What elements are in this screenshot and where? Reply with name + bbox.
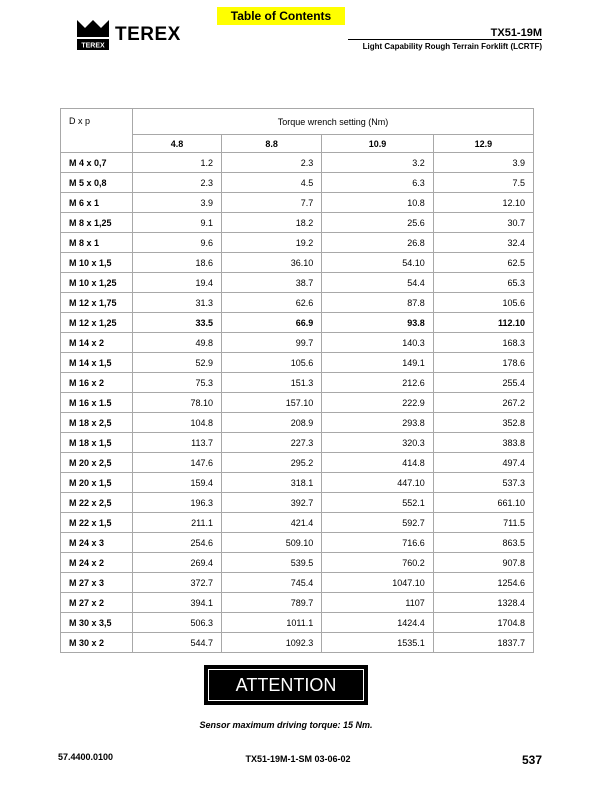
bolt-size-cell: M 22 x 1,5 bbox=[61, 513, 133, 533]
torque-value-cell: 1092.3 bbox=[221, 633, 321, 653]
torque-value-cell: 3.2 bbox=[322, 153, 434, 173]
torque-table-body bbox=[61, 153, 534, 653]
bolt-size-cell: M 24 x 3 bbox=[61, 533, 133, 553]
logo-badge-text: TEREX bbox=[81, 42, 105, 50]
torque-value-cell: 661.10 bbox=[433, 493, 533, 513]
torque-value-cell: 269.4 bbox=[133, 553, 222, 573]
bolt-size-cell: M 24 x 2 bbox=[61, 553, 133, 573]
torque-value-cell: 33.5 bbox=[133, 313, 222, 333]
grade-header: 12.9 bbox=[433, 135, 533, 153]
torque-value-cell: 372.7 bbox=[133, 573, 222, 593]
torque-value-cell: 1.2 bbox=[133, 153, 222, 173]
col-header-torque: Torque wrench setting (Nm) bbox=[133, 109, 534, 135]
table-row bbox=[61, 513, 534, 533]
bolt-size-cell: M 20 x 2,5 bbox=[61, 453, 133, 473]
bolt-size-cell: M 10 x 1,25 bbox=[61, 273, 133, 293]
table-row bbox=[61, 213, 534, 233]
bolt-size-cell: M 27 x 2 bbox=[61, 593, 133, 613]
table-row bbox=[61, 373, 534, 393]
bolt-size-cell: M 4 x 0,7 bbox=[61, 153, 133, 173]
table-row bbox=[61, 353, 534, 373]
torque-value-cell: 509.10 bbox=[221, 533, 321, 553]
torque-value-cell: 497.4 bbox=[433, 453, 533, 473]
table-row bbox=[61, 233, 534, 253]
torque-value-cell: 99.7 bbox=[221, 333, 321, 353]
bolt-size-cell: M 18 x 1,5 bbox=[61, 433, 133, 453]
torque-value-cell: 75.3 bbox=[133, 373, 222, 393]
torque-value-cell: 3.9 bbox=[433, 153, 533, 173]
torque-value-cell: 907.8 bbox=[433, 553, 533, 573]
torque-value-cell: 760.2 bbox=[322, 553, 434, 573]
bolt-size-cell: M 14 x 1,5 bbox=[61, 353, 133, 373]
torque-value-cell: 6.3 bbox=[322, 173, 434, 193]
table-of-contents-button[interactable]: Table of Contents bbox=[217, 7, 345, 25]
torque-value-cell: 87.8 bbox=[322, 293, 434, 313]
torque-value-cell: 414.8 bbox=[322, 453, 434, 473]
torque-value-cell: 10.8 bbox=[322, 193, 434, 213]
brand-name: TEREX bbox=[115, 24, 181, 45]
bolt-size-cell: M 16 x 2 bbox=[61, 373, 133, 393]
torque-value-cell: 18.6 bbox=[133, 253, 222, 273]
torque-value-cell: 211.1 bbox=[133, 513, 222, 533]
torque-value-cell: 352.8 bbox=[433, 413, 533, 433]
torque-value-cell: 392.7 bbox=[221, 493, 321, 513]
torque-value-cell: 1011.1 bbox=[221, 613, 321, 633]
torque-value-cell: 552.1 bbox=[322, 493, 434, 513]
col-header-dxp: D x p bbox=[61, 109, 133, 153]
torque-value-cell: 62.5 bbox=[433, 253, 533, 273]
torque-value-cell: 716.6 bbox=[322, 533, 434, 553]
torque-value-cell: 7.7 bbox=[221, 193, 321, 213]
bolt-size-cell: M 16 x 1.5 bbox=[61, 393, 133, 413]
attention-banner bbox=[204, 665, 368, 705]
torque-value-cell: 38.7 bbox=[221, 273, 321, 293]
bolt-size-cell: M 30 x 2 bbox=[61, 633, 133, 653]
torque-value-cell: 112.10 bbox=[433, 313, 533, 333]
torque-value-cell: 227.3 bbox=[221, 433, 321, 453]
torque-value-cell: 592.7 bbox=[322, 513, 434, 533]
table-row bbox=[61, 593, 534, 613]
table-row bbox=[61, 333, 534, 353]
torque-value-cell: 4.5 bbox=[221, 173, 321, 193]
torque-value-cell: 3.9 bbox=[133, 193, 222, 213]
torque-value-cell: 19.2 bbox=[221, 233, 321, 253]
table-row bbox=[61, 553, 534, 573]
torque-value-cell: 447.10 bbox=[322, 473, 434, 493]
torque-value-cell: 789.7 bbox=[221, 593, 321, 613]
torque-value-cell: 1328.4 bbox=[433, 593, 533, 613]
torque-value-cell: 149.1 bbox=[322, 353, 434, 373]
table-row bbox=[61, 273, 534, 293]
torque-value-cell: 52.9 bbox=[133, 353, 222, 373]
grade-header: 10.9 bbox=[322, 135, 434, 153]
bolt-size-cell: M 14 x 2 bbox=[61, 333, 133, 353]
grade-header: 8.8 bbox=[221, 135, 321, 153]
torque-value-cell: 254.6 bbox=[133, 533, 222, 553]
torque-value-cell: 212.6 bbox=[322, 373, 434, 393]
table-row bbox=[61, 533, 534, 553]
torque-value-cell: 318.1 bbox=[221, 473, 321, 493]
torque-value-cell: 168.3 bbox=[433, 333, 533, 353]
torque-value-cell: 36.10 bbox=[221, 253, 321, 273]
document-subtitle: Light Capability Rough Terrain Forklift (LCRTF) bbox=[362, 42, 542, 51]
torque-value-cell: 1047.10 bbox=[322, 573, 434, 593]
torque-value-cell: 62.6 bbox=[221, 293, 321, 313]
torque-value-cell: 421.4 bbox=[221, 513, 321, 533]
bolt-size-cell: M 8 x 1,25 bbox=[61, 213, 133, 233]
table-row bbox=[61, 173, 534, 193]
table-row bbox=[61, 293, 534, 313]
torque-value-cell: 12.10 bbox=[433, 193, 533, 213]
bolt-size-cell: M 8 x 1 bbox=[61, 233, 133, 253]
torque-value-cell: 54.4 bbox=[322, 273, 434, 293]
bolt-size-cell: M 27 x 3 bbox=[61, 573, 133, 593]
bolt-size-cell: M 10 x 1,5 bbox=[61, 253, 133, 273]
torque-value-cell: 1254.6 bbox=[433, 573, 533, 593]
torque-value-cell: 31.3 bbox=[133, 293, 222, 313]
table-row bbox=[61, 193, 534, 213]
table-row bbox=[61, 433, 534, 453]
torque-value-cell: 1704.8 bbox=[433, 613, 533, 633]
torque-value-cell: 25.6 bbox=[322, 213, 434, 233]
bolt-size-cell: M 22 x 2,5 bbox=[61, 493, 133, 513]
table-row bbox=[61, 313, 534, 333]
torque-value-cell: 196.3 bbox=[133, 493, 222, 513]
torque-value-cell: 1424.4 bbox=[322, 613, 434, 633]
table-row bbox=[61, 153, 534, 173]
document-id: TX51-19M bbox=[490, 27, 542, 39]
torque-value-cell: 2.3 bbox=[221, 153, 321, 173]
torque-value-cell: 113.7 bbox=[133, 433, 222, 453]
torque-value-cell: 19.4 bbox=[133, 273, 222, 293]
table-row bbox=[61, 573, 534, 593]
table-row bbox=[61, 493, 534, 513]
torque-value-cell: 147.6 bbox=[133, 453, 222, 473]
torque-value-cell: 49.8 bbox=[133, 333, 222, 353]
torque-value-cell: 2.3 bbox=[133, 173, 222, 193]
torque-value-cell: 745.4 bbox=[221, 573, 321, 593]
torque-value-cell: 54.10 bbox=[322, 253, 434, 273]
torque-value-cell: 104.8 bbox=[133, 413, 222, 433]
footer-part-number: 57.4400.0100 bbox=[58, 752, 114, 762]
bolt-size-cell: M 20 x 1,5 bbox=[61, 473, 133, 493]
torque-value-cell: 293.8 bbox=[322, 413, 434, 433]
torque-value-cell: 539.5 bbox=[221, 553, 321, 573]
bolt-size-cell: M 30 x 3,5 bbox=[61, 613, 133, 633]
terex-logo-icon bbox=[76, 18, 110, 50]
torque-value-cell: 267.2 bbox=[433, 393, 533, 413]
torque-value-cell: 9.6 bbox=[133, 233, 222, 253]
bolt-size-cell: M 5 x 0,8 bbox=[61, 173, 133, 193]
torque-value-cell: 711.5 bbox=[433, 513, 533, 533]
torque-value-cell: 544.7 bbox=[133, 633, 222, 653]
bolt-size-cell: M 12 x 1,25 bbox=[61, 313, 133, 333]
torque-value-cell: 159.4 bbox=[133, 473, 222, 493]
table-row bbox=[61, 253, 534, 273]
torque-value-cell: 222.9 bbox=[322, 393, 434, 413]
table-row bbox=[61, 473, 534, 493]
torque-value-cell: 863.5 bbox=[433, 533, 533, 553]
bolt-size-cell: M 6 x 1 bbox=[61, 193, 133, 213]
torque-value-cell: 32.4 bbox=[433, 233, 533, 253]
torque-value-cell: 394.1 bbox=[133, 593, 222, 613]
torque-value-cell: 178.6 bbox=[433, 353, 533, 373]
torque-value-cell: 18.2 bbox=[221, 213, 321, 233]
bolt-size-cell: M 12 x 1,75 bbox=[61, 293, 133, 313]
torque-value-cell: 66.9 bbox=[221, 313, 321, 333]
torque-value-cell: 151.3 bbox=[221, 373, 321, 393]
torque-value-cell: 65.3 bbox=[433, 273, 533, 293]
header-divider bbox=[348, 39, 542, 40]
torque-value-cell: 1107 bbox=[322, 593, 434, 613]
torque-value-cell: 26.8 bbox=[322, 233, 434, 253]
torque-value-cell: 255.4 bbox=[433, 373, 533, 393]
attention-label: ATTENTION bbox=[208, 669, 364, 701]
torque-value-cell: 105.6 bbox=[221, 353, 321, 373]
bolt-size-cell: M 18 x 2,5 bbox=[61, 413, 133, 433]
torque-value-cell: 506.3 bbox=[133, 613, 222, 633]
grade-header: 4.8 bbox=[133, 135, 222, 153]
torque-value-cell: 78.10 bbox=[133, 393, 222, 413]
footer-doc-ref: TX51-19M-1-SM 03-06-02 bbox=[245, 754, 351, 764]
torque-value-cell: 208.9 bbox=[221, 413, 321, 433]
table-row bbox=[61, 633, 534, 653]
torque-value-cell: 105.6 bbox=[433, 293, 533, 313]
torque-value-cell: 1837.7 bbox=[433, 633, 533, 653]
torque-table bbox=[60, 108, 534, 653]
torque-value-cell: 157.10 bbox=[221, 393, 321, 413]
torque-value-cell: 93.8 bbox=[322, 313, 434, 333]
torque-value-cell: 383.8 bbox=[433, 433, 533, 453]
attention-note: Sensor maximum driving torque: 15 Nm. bbox=[199, 720, 373, 730]
table-row bbox=[61, 393, 534, 413]
torque-value-cell: 320.3 bbox=[322, 433, 434, 453]
torque-value-cell: 140.3 bbox=[322, 333, 434, 353]
torque-value-cell: 9.1 bbox=[133, 213, 222, 233]
torque-value-cell: 30.7 bbox=[433, 213, 533, 233]
torque-value-cell: 1535.1 bbox=[322, 633, 434, 653]
torque-value-cell: 537.3 bbox=[433, 473, 533, 493]
page-number: 537 bbox=[521, 753, 542, 767]
terex-logo bbox=[76, 18, 196, 54]
table-row bbox=[61, 413, 534, 433]
torque-value-cell: 7.5 bbox=[433, 173, 533, 193]
table-row bbox=[61, 453, 534, 473]
torque-value-cell: 295.2 bbox=[221, 453, 321, 473]
table-row bbox=[61, 613, 534, 633]
